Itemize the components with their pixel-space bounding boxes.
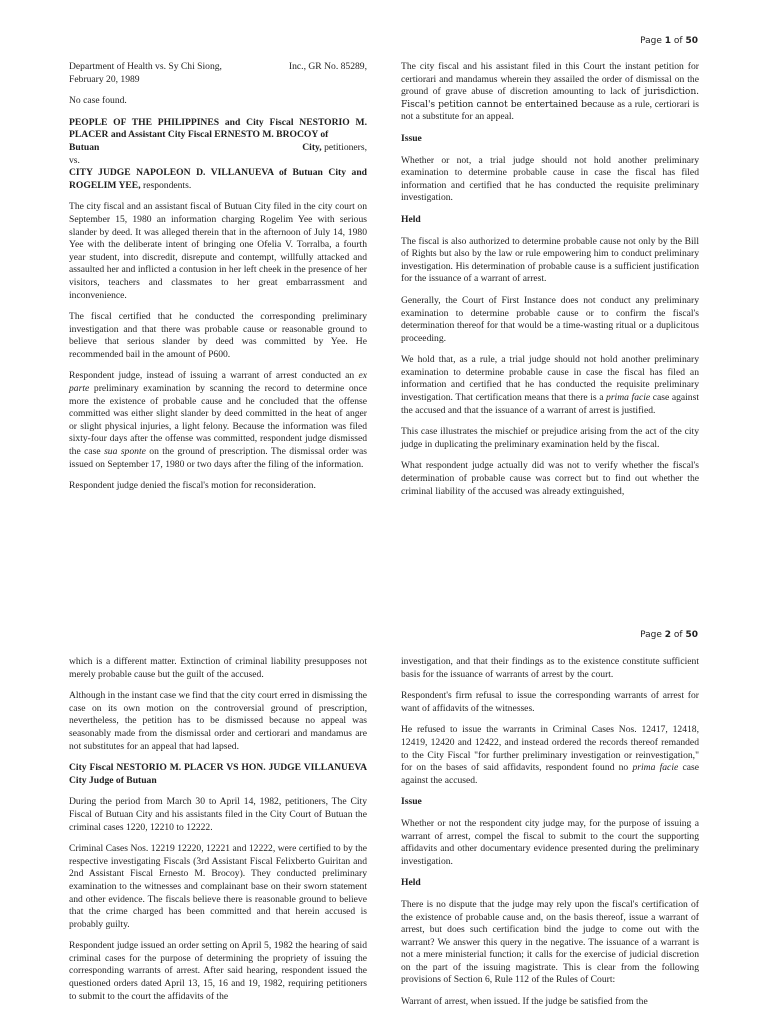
paragraph: Although in the instant case we find that the city court erred in dismissing the case on its own motion on the controversial ground of prescription, nevertheless, the petition has to be dismissed because no appeal was seasonably made from the dismissal order and certiorari and mandamus are not substitutes for an appeal that had lapsed. — [69, 690, 367, 752]
paragraph: We hold that, as a rule, a trial judge should not hold another preliminary examination to determine probable cause in case the fiscal has filed an information and certified that he has conducted the requisite preliminary investigation. That certification means that there is a prima facie case against the accused and that the issuance of a warrant of arrest is justified. — [401, 354, 700, 416]
paragraph: The fiscal certified that he conducted the corresponding preliminary investigation and that there was probable cause or reasonable ground to believe that serious slander by deed was committed by Yee. He recommended bail in the amount of P600. — [69, 311, 367, 360]
no-case-note: No case found. — [69, 95, 127, 107]
right-column — [401, 61, 699, 507]
paragraph: The fiscal is also authorized to determine probable cause not only by the Bill of Rights but also by the law or rule empowering him to conduct preliminary investigation. His determination of probable cause is a sufficient justification for the issuance of a warrant of arrest. — [401, 235, 699, 285]
paragraph: Warrant of arrest, when issued. If the judge be satisfied from the — [401, 996, 648, 1008]
section-heading-issue: Issue — [401, 796, 422, 808]
paragraph: Respondent judge issued an order setting on April 5, 1982 the hearing of said criminal cases for the purpose of determining the propriety of issuing the corresponding warrants of arrest. After said hearing, respondent issued the questioned orders dated April 13, 15, 16 and 19, 1982, requiring petitioners to submit to the court the affidavits of the — [69, 940, 367, 1002]
page-number-label: Page 1 of 50 — [640, 36, 698, 46]
paragraph: Generally, the Court of First Instance does not conduct any preliminary examination to determine probable cause or to confirm the fiscal's determination thereof for that would be a time-wasting ritual or a duplicitous proceeding. — [401, 294, 699, 344]
paragraph: Respondent judge denied the fiscal's motion for reconsideration. — [69, 480, 316, 492]
paragraph: Criminal Cases Nos. 12219 12220, 12221 and 12222, were certified to by the respective investigating Fiscals (3rd Assistant Fiscal Felixberto Guiritan and 2nd Assistant Fiscal Ernesto M. Brocoy). They conducted preliminary examination to the witnesses and complainant base on their sworn statement and other evidence. The fiscals believe there is reasonable ground to believe that the crime charged has been committed and that herein accused is probably guilty. — [69, 843, 367, 930]
right-column — [401, 656, 699, 1018]
paragraph: During the period from March 30 to April 14, 1982, petitioners, The City Fiscal of Butuan City and his assistants filed in the City Court of Butuan the criminal cases 1220, 12210 to 12222. — [69, 796, 367, 833]
page-number-label: Page 2 of 50 — [640, 630, 698, 640]
paragraph: He refused to issue the warrants in Criminal Cases Nos. 12417, 12418, 12419, 12420 and 12422, and instead ordered the records thereof remanded to the City Fiscal "for further preliminary investigation or reinvestigation," for on the bases of said affidavits, respondent found no prima facie case against the accused. — [401, 724, 699, 786]
case-citation: Department of Health vs. Sy Chi Siong, Inc., GR No. 85289, — [69, 61, 367, 72]
paragraph: Respondent judge, instead of issuing a warrant of arrest conducted an ex parte preliminary examination by scanning the record to determine once more the existence of probable cause and he concluded that the offense committed was either slight slander by deed committed in the heat of anger or slight physical injuries, a light felony. Because the information was filed sixty-four days after the offense was committed, respondent judge dismissed the case sua sponte on the ground of prescription. The dismissal order was issued on September 17, 1980 or two days after the filing of the information. — [69, 370, 367, 470]
page-gap — [0, 600, 768, 624]
section-heading-issue: Issue — [401, 132, 422, 144]
highlighted-text: of jurisdiction. Fiscal's petition cannot be entertained bec — [401, 86, 699, 110]
paragraph: There is no dispute that the judge may rely upon the fiscal's certification of the existence of probable cause and, on the basis thereof, issue a warrant of arrest, but does such certification bind the judge to come out with the warrant? We answer this query in the negative. The issuance of a warrant is not a mere ministerial function; it calls for the exercise of judicial discretion on the part of the issuing magistrate. This is clear from the following provisions of Section 6, Rule 112 of the Rules of Court: — [401, 898, 699, 986]
left-column — [69, 656, 367, 1012]
paragraph: Whether or not, a trial judge should not hold another preliminary examination to determine probable cause in case the fiscal has filed information and certified that he has conducted the requisite preliminary investigation. — [401, 154, 699, 204]
case-title: City Fiscal NESTORIO M. PLACER VS HON. JUDGE VILLANUEVA City Judge of Butuan — [69, 762, 367, 786]
paragraph: Respondent's firm refusal to issue the corresponding warrants of arrest for want of affidavits of the witnesses. — [401, 690, 699, 714]
paragraph: which is a different matter. Extinction of criminal liability presupposes not merely probable cause but the guilt of the accused. — [69, 656, 367, 680]
case-parties: PEOPLE OF THE PHILIPPINES and City Fiscal NESTORIO M. PLACER and Assistant City Fiscal ERNESTO M. BROCOY of Butuan City, petitioners, vs. CITY JUDGE NAPOLEON D. VILLANUEVA of Butuan City and ROGELIM YEE, respondents. — [69, 116, 367, 191]
paragraph: What respondent judge actually did was not to verify whether the fiscal's determination of probable cause was correct but to find out whether the criminal liability of the accused was already extinguished, — [401, 460, 699, 497]
paragraph: The city fiscal and an assistant fiscal of Butuan City filed in the city court on September 15, 1980 an information charging Rogelim Yee with serious slander by deed. It was alleged therein that in the afternoon of July 14, 1980 Yee with the deliberate intent of bringing one Ofelia V. Torralba, a fourth year student, into discredit, disrepute and contempt, willfully attacked and assaulted her and inflicted a contusion in her left cheek in the presence of her visitors, teachers and classmates to her great embarrassment and inconvenience. — [69, 201, 367, 301]
paragraph: This case illustrates the mischief or prejudice arising from the act of the city judge in duplicating the preliminary examination held by the fiscal. — [401, 426, 699, 450]
left-column — [69, 61, 367, 502]
paragraph: The city fiscal and his assistant filed in this Court the instant petition for certiorari and mandamus wherein they assailed the order of dismissal on the ground of grave abuse of discretion amounting to lack of jurisdiction. Fiscal's petition cannot be entertained because as a rule, certiorari is not a substitute for an appeal. — [401, 61, 699, 123]
section-heading-held: Held — [401, 213, 421, 225]
paragraph: Whether or not the respondent city judge may, for the purpose of issuing a warrant of arrest, compel the fiscal to submit to the court the supporting affidavits and other documentary evidence presented during the preliminary investigation. — [401, 817, 699, 867]
document-page-2 — [0, 624, 768, 1024]
paragraph: investigation, and that their findings as to the existence constitute sufficient basis for the issuance of warrants of arrest by the court. — [401, 656, 699, 680]
case-citation-date: February 20, 1989 — [69, 73, 140, 85]
section-heading-held: Held — [401, 877, 421, 889]
